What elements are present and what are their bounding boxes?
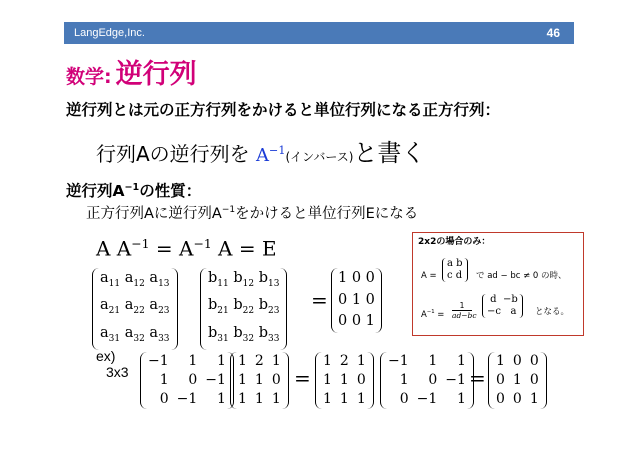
matrix-row [144, 371, 230, 390]
matrix-entry: 1 [188, 353, 198, 369]
example-equals-1: = [294, 366, 311, 390]
matrix-entry: 1 [457, 353, 466, 369]
matrix-entry: 1 [457, 391, 466, 407]
example-matrix-a-2 [315, 352, 374, 409]
box-matrix-a: a b c d [442, 258, 468, 282]
matrix-row [492, 352, 543, 371]
example-equals-2: = [469, 366, 486, 390]
inverse-symbol: $A^{-1}$ [256, 144, 286, 166]
notation-line [96, 136, 425, 172]
matrix-entry: $b_{31}$ [208, 324, 229, 344]
matrix-entry: 0 [271, 372, 281, 388]
matrix-entry: 1 [254, 391, 264, 407]
matrix-entry: 0 [399, 391, 409, 407]
matrix-entry: 1 [529, 391, 539, 407]
matrix-entry: 1 [323, 391, 332, 407]
example-size-label: 3x3 [106, 364, 129, 380]
matrix-entry: 0 [188, 372, 198, 388]
matrix-entry: 0 [356, 372, 366, 388]
matrix-entry: −1 [416, 391, 438, 407]
matrix-row [234, 371, 285, 390]
matrix-entry: 1 [217, 353, 226, 369]
matrix-row [234, 390, 285, 409]
matrix-entry: 1 [238, 353, 247, 369]
matrix-entry: 0 [512, 353, 522, 369]
matrix-entry: 0 [496, 391, 505, 407]
example-matrix-inverse [140, 352, 234, 409]
matrix-row [319, 371, 370, 390]
property-text: 正方行列Aに逆行列$A^{-1}$をかけると単位行列Eになる [86, 205, 419, 222]
matrix-row [208, 323, 279, 350]
matrix-row [384, 390, 470, 409]
matrix-row: 0 1 0 [338, 291, 375, 308]
matrix-row [492, 371, 543, 390]
inverse-reading: (インバース) [285, 150, 354, 164]
company-name: LangEdge,Inc. [74, 27, 145, 39]
box-title: 2x2の場合のみ： [418, 237, 491, 247]
matrix-entry: 0 [529, 372, 539, 388]
equals-sign: = [311, 288, 328, 312]
matrix-entry: $a_{21}$ [100, 297, 121, 317]
matrix-row: 0 0 1 [338, 313, 375, 329]
matrix-entry: 1 [356, 391, 366, 407]
matrix-row [319, 352, 370, 371]
matrix-row: 1 0 0 [338, 270, 375, 286]
matrix-entry: $a_{33}$ [149, 324, 170, 344]
matrix-entry: 1 [323, 353, 332, 369]
matrix-entry: 0 [496, 372, 505, 388]
matrix-entry: −1 [445, 372, 466, 388]
matrix-entry: −1 [176, 391, 198, 407]
box-suffix: となる。 [535, 307, 570, 317]
matrix-entry: $a_{32}$ [124, 324, 145, 344]
matrix-entry: 1 [323, 372, 332, 388]
property-heading: 逆行列$A^{-1}$の性質： [66, 182, 202, 201]
matrix-entry: 2 [339, 353, 349, 369]
matrix-row [208, 268, 279, 295]
matrix-entry: $a_{22}$ [124, 297, 145, 317]
notation-pre: 行列Aの逆行列を [96, 142, 250, 166]
matrix-row [144, 390, 230, 409]
matrix-entry: $b_{12}$ [233, 270, 255, 289]
example-label: ex) [96, 348, 116, 364]
matrix-row [319, 390, 370, 409]
matrix-entry: −1 [205, 372, 226, 388]
matrix-entry: $b_{23}$ [258, 297, 280, 317]
matrix-entry: $a_{23}$ [149, 297, 170, 317]
matrix-entry: $a_{13}$ [149, 270, 170, 289]
matrix-entry: 0 [159, 391, 169, 407]
box-matrix-adjugate: d −b −c a [482, 294, 523, 318]
title-main: 逆行列 [115, 59, 197, 90]
matrix-entry: $b_{22}$ [233, 297, 255, 317]
matrix-row [384, 352, 470, 371]
matrix-row [384, 371, 470, 390]
matrix-row [492, 390, 543, 409]
matrix-entry: 1 [496, 353, 505, 369]
matrix-row [144, 352, 230, 371]
matrix-entry: $a_{31}$ [100, 324, 121, 344]
page-title [66, 60, 197, 93]
matrix-entry: −1 [148, 353, 169, 369]
matrix-row [100, 323, 170, 350]
identity-matrix [331, 268, 382, 333]
matrix-entry: 1 [271, 391, 281, 407]
matrix-entry: 1 [238, 391, 247, 407]
example-matrix-inverse-2 [380, 352, 474, 409]
matrix-entry: $a_{11}$ [100, 270, 121, 289]
matrix-entry: 1 [339, 372, 349, 388]
matrix-entry: 1 [238, 372, 247, 388]
example-identity-matrix [488, 352, 547, 409]
definition-heading: 逆行列とは元の正方行列をかけると単位行列になる正方行列： [66, 101, 501, 119]
matrix-entry: 1 [271, 353, 281, 369]
matrix-entry: $b_{21}$ [208, 297, 229, 317]
matrix-entry: 1 [339, 391, 349, 407]
matrix-row [208, 295, 279, 322]
matrix-b [200, 268, 287, 350]
title-separator: : [104, 66, 112, 88]
matrix-entry: $b_{13}$ [258, 270, 280, 289]
matrix-entry: 2 [254, 353, 264, 369]
title-prefix: 数学 [66, 66, 105, 88]
matrix-entry: 1 [254, 372, 264, 388]
box-a-label: A = [421, 271, 437, 281]
matrix-entry: 1 [217, 391, 226, 407]
matrix-entry: 1 [428, 353, 438, 369]
matrix-entry: 0 [529, 353, 539, 369]
matrix-entry: $b_{33}$ [258, 324, 280, 344]
matrix-entry: 1 [399, 372, 409, 388]
box-fraction: $\frac{1}{ad-bc}$ [452, 301, 477, 320]
notation-post: と書く [353, 139, 426, 167]
matrix-entry: 1 [356, 353, 366, 369]
matrix-entry: −1 [388, 353, 409, 369]
example-matrix-a [230, 352, 289, 409]
matrix-entry: $b_{32}$ [233, 324, 255, 344]
box-inverse-label: $A^{-1}$ = [421, 309, 445, 320]
matrix-entry: $b_{11}$ [208, 270, 229, 289]
matrix-entry: $a_{12}$ [124, 270, 145, 289]
matrix-entry: 0 [512, 391, 522, 407]
matrix-entry: 1 [159, 372, 169, 388]
matrix-row [234, 352, 285, 371]
matrix-entry: 1 [512, 372, 522, 388]
matrix-a [92, 268, 178, 350]
matrix-row [100, 295, 170, 322]
page-number: 46 [546, 26, 560, 40]
matrix-entry: 0 [428, 372, 438, 388]
matrix-row [100, 268, 170, 295]
inverse-identity-equation: A $A^{-1} = A^{-1}$ A = E [96, 236, 277, 261]
box-condition: で ad − bc ≠ 0 の時、 [476, 271, 567, 281]
